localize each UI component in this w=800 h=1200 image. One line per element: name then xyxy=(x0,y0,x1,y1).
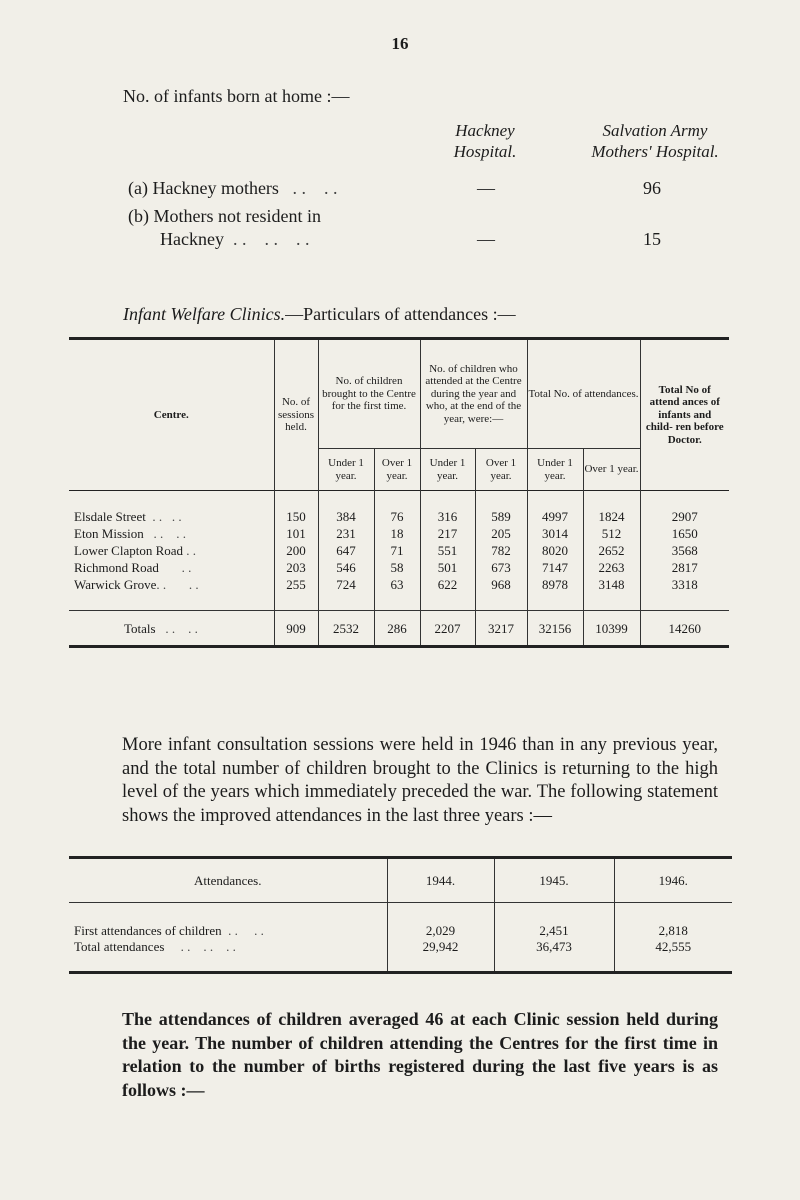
table-row xyxy=(69,559,729,576)
cell-doctor: 1650 xyxy=(671,526,698,541)
cell-ft-under: 546 xyxy=(318,559,374,576)
cell-att-under: 217 xyxy=(420,525,475,542)
cell-tot-under: 7147 xyxy=(527,559,583,576)
header-att-over: Over 1 year. xyxy=(475,449,527,491)
leader-dots: . . . . xyxy=(283,178,338,198)
header-1946: 1946. xyxy=(658,872,688,888)
total-tot-under: 32156 xyxy=(527,611,583,647)
births-row-b-hackney: — xyxy=(477,229,495,249)
header-total-attendances: Total No. of attendances. xyxy=(527,339,640,449)
header-att-under: Under 1 year. xyxy=(420,449,475,491)
header-centre: Centre. xyxy=(69,339,274,491)
leader-dots: . . xyxy=(183,543,197,558)
table-row xyxy=(69,508,729,525)
centre-name-cell xyxy=(69,542,274,559)
cell-tot-over: 2263 xyxy=(583,559,640,576)
centre-name: Lower Clapton Road xyxy=(74,543,184,558)
header-1944: 1944. xyxy=(387,858,494,903)
paragraph-infant-consultation: More infant consultation sessions were held in 1946 than in any previous year, and the total number of children brought to the Clinics is returning to the high level of the years which immediately preceded the war. The following statement shows the improved attendances in the last three years :— xyxy=(122,735,718,826)
cell-ft-over: 71 xyxy=(374,542,420,559)
attendances-table xyxy=(69,856,732,974)
cell-sessions: 200 xyxy=(274,542,318,559)
table-row xyxy=(69,939,732,955)
births-row-label: (a) Hackney mothers xyxy=(128,178,279,198)
totals-label-cell xyxy=(69,611,274,647)
header-1945: 1945. xyxy=(494,858,614,903)
cell-tot-over: 3148 xyxy=(583,576,640,593)
cell-doctor: 2907 xyxy=(671,509,698,524)
births-row-a-hackney: — xyxy=(477,178,495,198)
leader-dots: . . . . . . xyxy=(228,229,310,249)
page-number: 16 xyxy=(391,34,409,53)
cell-1944: 29,942 xyxy=(387,939,494,955)
cell-att-under: 622 xyxy=(420,576,475,593)
cell-ft-over: 63 xyxy=(374,576,420,593)
total-tot-over: 10399 xyxy=(583,611,640,647)
header-tot-over: Over 1 year. xyxy=(583,449,640,491)
births-row-a-label xyxy=(128,178,337,199)
cell-tot-over: 1824 xyxy=(583,508,640,525)
cell-1945: 2,451 xyxy=(494,923,614,939)
clinics-heading-rest: —Particulars of attendances :— xyxy=(285,304,516,324)
leader-dots: . . . . xyxy=(221,922,264,938)
col-head-line: Hackney xyxy=(455,121,515,140)
cell-ft-under: 384 xyxy=(318,508,374,525)
cell-att-over: 673 xyxy=(475,559,527,576)
total-att-under: 2207 xyxy=(420,611,475,647)
total-sessions: 909 xyxy=(274,611,318,647)
col-head-hackney-hospital xyxy=(425,120,545,162)
cell-ft-under: 231 xyxy=(318,525,374,542)
leader-dots: . . . . xyxy=(143,526,186,541)
cell-att-under: 501 xyxy=(420,559,475,576)
table-row xyxy=(69,525,729,542)
cell-tot-under: 4997 xyxy=(527,508,583,525)
header-tot-under: Under 1 year. xyxy=(527,449,583,491)
totals-row xyxy=(69,611,729,647)
table-row xyxy=(69,542,729,559)
table-row xyxy=(69,576,729,593)
cell-ft-over: 18 xyxy=(374,525,420,542)
centre-name: Elsdale Street xyxy=(74,509,146,524)
births-intro: No. of infants born at home :— xyxy=(123,86,350,106)
paragraph-averages: The attendances of children averaged 46 at each Clinic session held during the year. The number of children attending the Centres for the first time in relation to the number of births registered during the last five years is as follows :— xyxy=(122,1009,718,1100)
cell-doctor: 3318 xyxy=(671,577,698,592)
cell-doctor: 2817 xyxy=(671,560,698,575)
births-row-a-salvation: 96 xyxy=(643,178,661,198)
col-head-line: Mothers' Hospital. xyxy=(591,142,719,161)
leader-dots: . . . . xyxy=(155,620,198,636)
cell-att-over: 205 xyxy=(475,525,527,542)
total-ft-under: 2532 xyxy=(318,611,374,647)
header-sessions: No. of sessions held. xyxy=(274,339,318,491)
cell-sessions: 150 xyxy=(274,508,318,525)
cell-1946: 2,818 xyxy=(658,922,688,938)
attendance-label: Total attendances xyxy=(74,938,165,954)
centre-name: Warwick Grove xyxy=(74,577,157,592)
cell-tot-under: 8020 xyxy=(527,542,583,559)
cell-1946: 42,555 xyxy=(655,938,692,954)
centre-name-cell xyxy=(69,576,274,593)
cell-att-over: 968 xyxy=(475,576,527,593)
attendance-label-cell xyxy=(69,923,387,939)
cell-doctor: 3568 xyxy=(671,543,698,558)
centre-name: Richmond Road xyxy=(74,560,159,575)
cell-att-over: 589 xyxy=(475,508,527,525)
total-att-over: 3217 xyxy=(475,611,527,647)
cell-tot-over: 512 xyxy=(583,525,640,542)
cell-tot-under: 3014 xyxy=(527,525,583,542)
cell-1945: 36,473 xyxy=(494,939,614,955)
clinics-table xyxy=(69,337,729,648)
centre-name-cell xyxy=(69,525,274,542)
col-head-salvation-army xyxy=(555,120,755,162)
centre-name-cell xyxy=(69,508,274,525)
header-attendances: Attendances. xyxy=(69,858,387,903)
header-ft-under: Under 1 year. xyxy=(318,449,374,491)
cell-tot-over: 2652 xyxy=(583,542,640,559)
leader-dots: . . . . . . xyxy=(164,938,236,954)
attendance-label-cell xyxy=(69,939,387,955)
cell-ft-under: 724 xyxy=(318,576,374,593)
total-doctor: 14260 xyxy=(668,620,701,636)
cell-sessions: 101 xyxy=(274,525,318,542)
cell-ft-over: 58 xyxy=(374,559,420,576)
clinics-heading xyxy=(123,304,516,325)
total-ft-over: 286 xyxy=(374,611,420,647)
col-head-line: Salvation Army xyxy=(602,121,708,140)
cell-sessions: 203 xyxy=(274,559,318,576)
centre-name-cell xyxy=(69,559,274,576)
header-attended: No. of children who attended at the Centre during the year and who, at the end of the year, were:— xyxy=(420,339,527,449)
clinics-heading-italic: Infant Welfare Clinics. xyxy=(123,304,286,324)
births-row-label: Hackney xyxy=(160,229,224,249)
births-row-b-salvation: 15 xyxy=(643,229,661,249)
cell-att-under: 316 xyxy=(420,508,475,525)
cell-sessions: 255 xyxy=(274,576,318,593)
leader-dots: . . . . xyxy=(156,577,199,592)
attendance-label: First attendances of children xyxy=(74,922,222,938)
cell-ft-over: 76 xyxy=(374,508,420,525)
cell-ft-under: 647 xyxy=(318,542,374,559)
table-row xyxy=(69,923,732,939)
col-head-line: Hospital. xyxy=(453,142,517,161)
cell-tot-under: 8978 xyxy=(527,576,583,593)
cell-att-under: 551 xyxy=(420,542,475,559)
leader-dots: . . xyxy=(158,560,192,575)
leader-dots: . . . . xyxy=(145,509,182,524)
header-doctor: Total No of attend ances of infants and child- ren before Doctor. xyxy=(645,383,724,446)
totals-label: Totals xyxy=(124,620,156,636)
centre-name: Eton Mission xyxy=(74,526,144,541)
cell-att-over: 782 xyxy=(475,542,527,559)
births-row-b-label-line1: (b) Mothers not resident in xyxy=(128,206,321,226)
header-first-time: No. of children brought to the Centre for the first time. xyxy=(318,339,420,449)
header-ft-over: Over 1 year. xyxy=(374,449,420,491)
births-row-b-label-line2 xyxy=(160,229,309,250)
cell-1944: 2,029 xyxy=(387,923,494,939)
